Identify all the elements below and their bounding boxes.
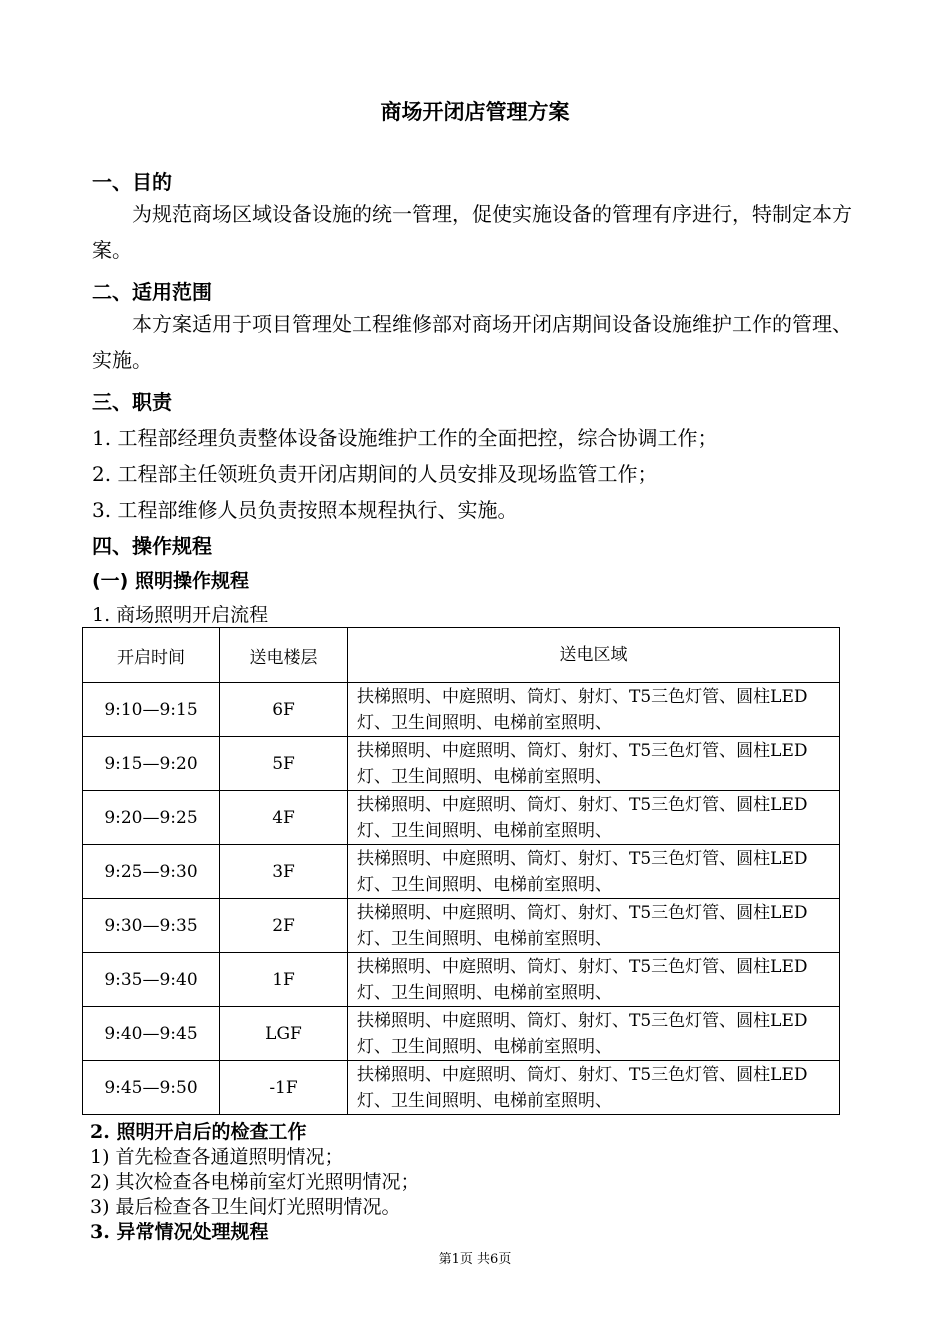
table-row <box>83 1007 840 1061</box>
cell-area: 扶梯照明、中庭照明、筒灯、射灯、T5三色灯管、圆柱LED灯、卫生间照明、电梯前室照明、 <box>348 683 840 737</box>
column-header-area: 送电区域 <box>348 628 840 683</box>
cell-floor: 4F <box>220 791 348 845</box>
duty-item: 1. 工程部经理负责整体设备设施维护工作的全面把控，综合协调工作； <box>92 426 718 450</box>
table-row <box>83 899 840 953</box>
exception-handling-heading: 3. 异常情况处理规程 <box>90 1221 269 1243</box>
table-row <box>83 1061 840 1115</box>
cell-area: 扶梯照明、中庭照明、筒灯、射灯、T5三色灯管、圆柱LED灯、卫生间照明、电梯前室照明、 <box>348 845 840 899</box>
cell-area: 扶梯照明、中庭照明、筒灯、射灯、T5三色灯管、圆柱LED灯、卫生间照明、电梯前室照明、 <box>348 1061 840 1115</box>
check-item: 1) 首先检查各通道照明情况； <box>90 1146 344 1168</box>
cell-time: 9:10—9:15 <box>83 683 220 737</box>
duty-item: 3. 工程部维修人员负责按照本规程执行、实施。 <box>92 498 518 522</box>
list-title-lighting-process: 1. 商场照明开启流程 <box>92 604 269 626</box>
check-item: 3) 最后检查各卫生间灯光照明情况。 <box>90 1196 401 1218</box>
cell-area: 扶梯照明、中庭照明、筒灯、射灯、T5三色灯管、圆柱LED灯、卫生间照明、电梯前室照明、 <box>348 953 840 1007</box>
cell-time: 9:45—9:50 <box>83 1061 220 1115</box>
section-heading-duties: 三、职责 <box>92 390 172 414</box>
cell-floor: -1F <box>220 1061 348 1115</box>
table-row <box>83 683 840 737</box>
document-title: 商场开闭店管理方案 <box>380 99 570 124</box>
cell-floor: 6F <box>220 683 348 737</box>
table-row <box>83 737 840 791</box>
cell-area: 扶梯照明、中庭照明、筒灯、射灯、T5三色灯管、圆柱LED灯、卫生间照明、电梯前室照明、 <box>348 737 840 791</box>
section-heading-scope: 二、适用范围 <box>92 280 212 304</box>
cell-time: 9:35—9:40 <box>83 953 220 1007</box>
table-header-row <box>83 628 840 683</box>
lighting-schedule-table <box>82 627 840 1115</box>
cell-floor: 2F <box>220 899 348 953</box>
duty-item: 2. 工程部主任领班负责开闭店期间的人员安排及现场监管工作； <box>92 462 658 486</box>
section-body-purpose: 为规范商场区域设备设施的统一管理，促使实施设备的管理有序进行，特制定本方案。 <box>92 202 852 262</box>
table-row <box>83 845 840 899</box>
cell-time: 9:20—9:25 <box>83 791 220 845</box>
table-row <box>83 953 840 1007</box>
cell-time: 9:25—9:30 <box>83 845 220 899</box>
cell-floor: LGF <box>220 1007 348 1061</box>
column-header-time: 开启时间 <box>83 628 220 683</box>
subsection-heading-lighting: (一) 照明操作规程 <box>92 570 249 592</box>
section-heading-purpose: 一、目的 <box>92 170 172 194</box>
section-heading-operations: 四、操作规程 <box>92 534 212 558</box>
cell-floor: 5F <box>220 737 348 791</box>
cell-floor: 3F <box>220 845 348 899</box>
cell-time: 9:30—9:35 <box>83 899 220 953</box>
page-footer: 第1页 共6页 <box>438 1252 512 1267</box>
cell-area: 扶梯照明、中庭照明、筒灯、射灯、T5三色灯管、圆柱LED灯、卫生间照明、电梯前室照明、 <box>348 791 840 845</box>
section-body-scope: 本方案适用于项目管理处工程维修部对商场开闭店期间设备设施维护工作的管理、实施。 <box>92 312 852 372</box>
cell-area: 扶梯照明、中庭照明、筒灯、射灯、T5三色灯管、圆柱LED灯、卫生间照明、电梯前室照明、 <box>348 1007 840 1061</box>
column-header-floor: 送电楼层 <box>220 628 348 683</box>
cell-time: 9:40—9:45 <box>83 1007 220 1061</box>
check-work-heading: 2. 照明开启后的检查工作 <box>90 1121 307 1143</box>
check-item: 2) 其次检查各电梯前室灯光照明情况； <box>90 1171 420 1193</box>
cell-floor: 1F <box>220 953 348 1007</box>
cell-area: 扶梯照明、中庭照明、筒灯、射灯、T5三色灯管、圆柱LED灯、卫生间照明、电梯前室照明、 <box>348 899 840 953</box>
table-row <box>83 791 840 845</box>
cell-time: 9:15—9:20 <box>83 737 220 791</box>
